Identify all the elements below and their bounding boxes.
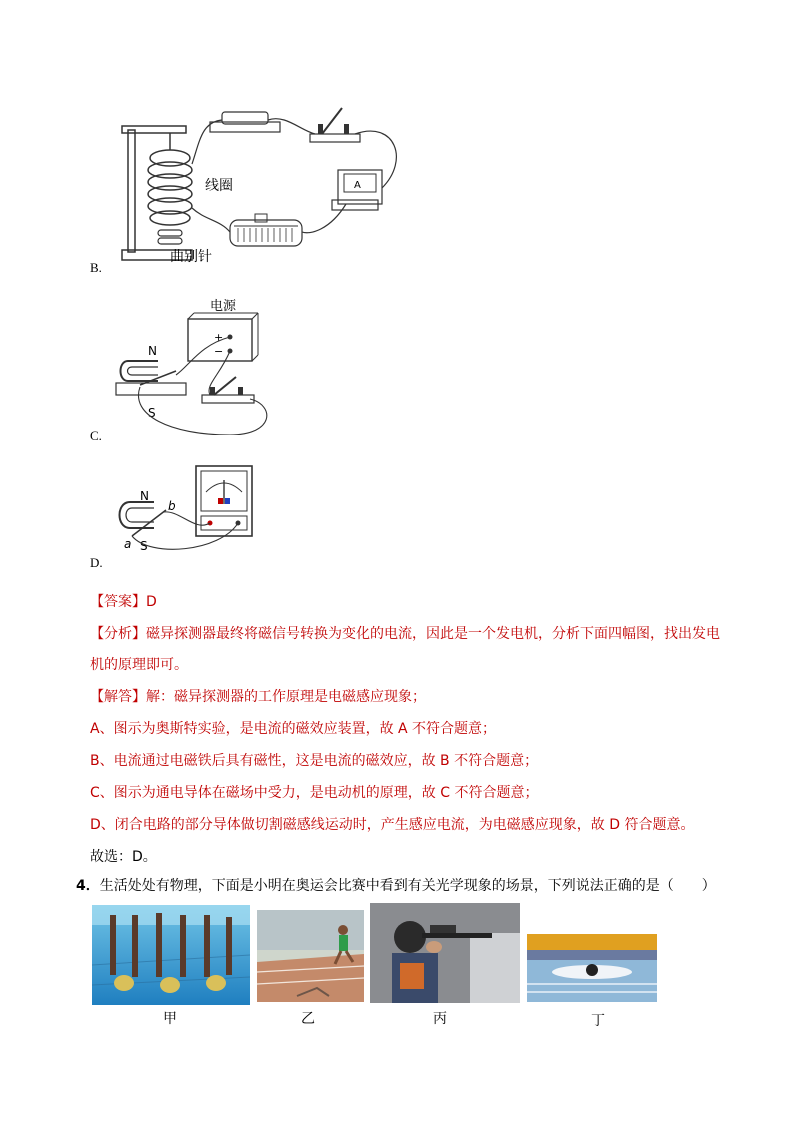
- ammeter-label: A: [354, 180, 361, 191]
- explanation-c: C、图示为通电导体在磁场中受力，是电动机的原理，故 C 不符合题意；: [90, 785, 539, 801]
- option-b-label: B.: [90, 260, 102, 275]
- ammeter-icon: [332, 170, 382, 210]
- point-a-label: a: [124, 537, 132, 551]
- point-b-label: b: [168, 499, 176, 513]
- photo-yi-runner: [257, 910, 364, 1002]
- solution-line: 【解答】解：磁异探测器的工作原理是电磁感应现象；: [90, 689, 426, 705]
- coil-label: 线圈: [205, 178, 233, 194]
- photo-ding-swimmer: [527, 934, 657, 1002]
- analysis-line-1: 【分析】磁异探测器最终将磁信号转换为变化的电流，因此是一个发电机，分析下面四幅图，找出发电: [90, 626, 720, 642]
- coil: [148, 150, 192, 225]
- figure-c-motor-principle: [110, 295, 290, 435]
- caption-ding: 丁: [591, 1013, 605, 1029]
- photo-bing-shooter: [370, 903, 520, 1003]
- question-4: [76, 875, 716, 895]
- switch-base: [310, 134, 360, 142]
- stand-pole: [128, 130, 135, 252]
- horseshoe-magnet-icon: [120, 502, 167, 536]
- north-pole-label: N: [140, 489, 149, 503]
- south-pole-label: S: [140, 539, 148, 553]
- north-pole-label: N: [148, 344, 157, 358]
- question-text: 生活处处有物理，下面是小明在奥运会比赛中看到有关光学现象的场景，下列说法正确的是（ ）: [99, 878, 716, 894]
- pin-label: 曲别针: [170, 249, 212, 265]
- minus-terminal: −: [214, 345, 224, 358]
- answer-line: 【答案】D: [90, 594, 157, 610]
- wires: [192, 119, 396, 233]
- figure-b-electromagnet-circuit: [110, 100, 430, 270]
- analysis-line-2: 机的原理即可。: [90, 657, 188, 673]
- choice-line: 故选：D。: [90, 849, 157, 865]
- switch-knife-icon: [322, 108, 342, 134]
- explanation-a: A、图示为奥斯特实验，是电流的磁效应装置，故 A 不符合题意；: [90, 721, 497, 737]
- power-source-label: 电源: [210, 299, 237, 314]
- caption-bing: 丙: [433, 1011, 447, 1027]
- rheostat-icon: [230, 214, 302, 246]
- horseshoe-magnet-icon: [116, 361, 186, 395]
- south-pole-label: S: [148, 406, 156, 420]
- wires: [138, 337, 266, 435]
- explanation-d: D、闭合电路的部分导体做切割磁感线运动时，产生感应电流，为电磁感应现象，故 D 符合题意。: [90, 817, 695, 833]
- wires: [132, 512, 238, 549]
- caption-yi: 乙: [301, 1011, 315, 1027]
- option-d-label: D.: [90, 555, 103, 570]
- option-c-label: C.: [90, 428, 102, 443]
- explanation-b: B、电流通过电磁铁后具有磁性，这是电流的磁效应，故 B 不符合题意；: [90, 753, 539, 769]
- paper-clip-icon: [158, 230, 182, 236]
- caption-jia: 甲: [163, 1011, 177, 1027]
- question-number: 4．: [76, 878, 100, 894]
- switch-knife-icon: [202, 377, 254, 403]
- photo-jia-synchronized-swimming: [92, 905, 250, 1005]
- figure-d-induction: [110, 462, 260, 562]
- plus-terminal: +: [214, 331, 224, 344]
